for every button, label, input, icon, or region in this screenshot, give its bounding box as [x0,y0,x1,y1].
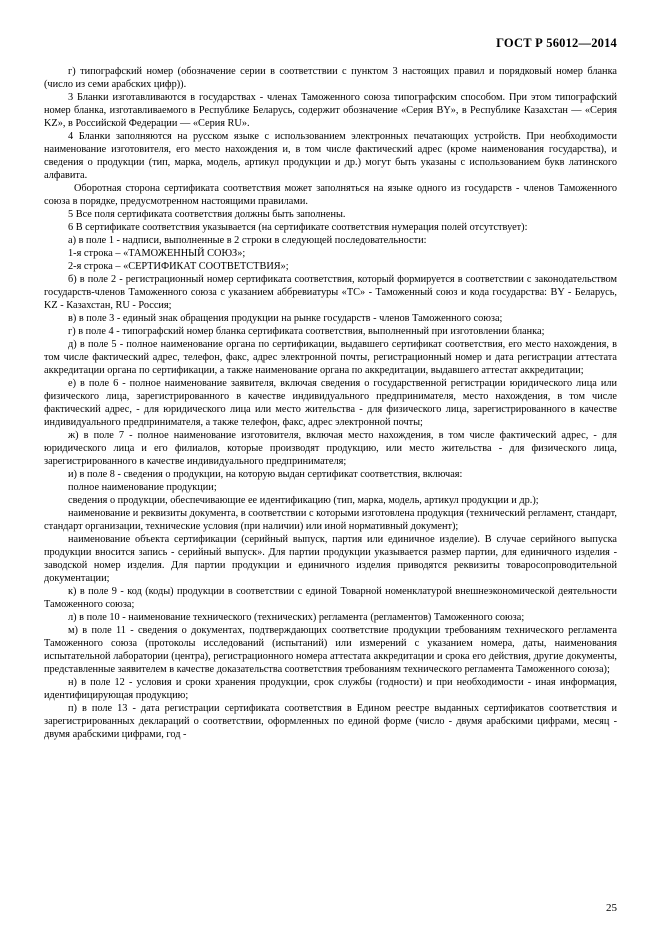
paragraph: Оборотная сторона сертификата соответствия может заполняться на языке одного из государств - членов Таможенного союза в порядке, предусмотренном настоящими правилами. [44,183,617,207]
paragraph: а) в поле 1 - надписи, выполненные в 2 строки в следующей последовательности: [68,235,427,246]
paragraph: наименование объекта сертификации (серийный выпуск, партия или единичное изделие). В случае серийного выпуска продукции вносится запись - серийный выпуск». Для партии продукции указывается размер партии, для единичного изделия - заводской номер изделия. Для партии продукции и единичного изделия приводятся реквизиты товаросопроводительной документации; [44,534,617,584]
page-number: 25 [606,902,617,914]
paragraph: к) в поле 9 - код (коды) продукции в соответствии с единой Товарной номенклатурой внешнеэкономической деятельности Таможенного союза; [44,586,617,610]
paragraph: л) в поле 10 - наименование технического (технических) регламента (регламентов) Таможенного союза; [68,612,525,623]
paragraph: наименование и реквизиты документа, в соответствии с которыми изготовлена продукция (технический регламент, стандарт, стандарт организации, технические условия (при наличии) или иной нормативный документ); [44,508,617,532]
paragraph: н) в поле 12 - условия и сроки хранения продукции, срок службы (годности) и при необходимости - иная информация, идентифицирующая продукцию; [44,677,617,701]
paragraph: м) в поле 11 - сведения о документах, подтверждающих соответствие продукции требованиям технического регламента Таможенного союза (протоколы исследований (испытаний) или измерений с указанием номера, даты, наименования испытательной лаборатории (центра), регистрационного номера аттестата аккредитации и срока его действия, другие документы, представленные заявителем в качестве доказательства соответствия требованиям технического регламента Таможенного союза); [44,625,617,675]
paragraph: д) в поле 5 - полное наименование органа по сертификации, выдавшего сертификат соответствия, его место нахождения, в том числе фактический адрес, телефон, факс, адрес электронной почты, регистрационный номер и дата регистрации аттестата аккредитации органа по сертификации, а также наименование органа по аккредитации, выдавшего аттестат аккредитации; [44,339,617,376]
paragraph: 4 Бланки заполняются на русском языке с использованием электронных печатающих устройств. При необходимости наименование изготовителя, его место нахождения и, в том числе фактический адрес (кроме наименования государства), и сведения о продукции (тип, марка, модель, артикул продукции и др.) могут быть указаны с использованием букв латинского алфавита. [44,131,617,181]
paragraph: полное наименование продукции; [68,482,217,493]
paragraph: б) в поле 2 - регистрационный номер сертификата соответствия, который формируется в соответствии с законодательством государств-членов Таможенного союза с указанием аббревиатуры «ТС» - Таможенный союз и кода государства: BY - Беларусь, KZ - Казахстан, RU - Россия; [44,274,617,311]
paragraph: е) в поле 6 - полное наименование заявителя, включая сведения о государственной регистрации юридического лица или физического лица, зарегистрированного в качестве индивидуального предпринимателя, место нахождения, в том числе фактический адрес, - для юридического лица или место жительства - для физического лица, зарегистрированного в качестве индивидуального предпринимателя, а также телефон, факс, адрес электронной почты; [44,378,617,428]
paragraph: 2-я строка – «СЕРТИФИКАТ СООТВЕТСТВИЯ»; [68,261,289,272]
paragraph: 6 В сертификате соответствия указывается (на сертификате соответствия нумерация полей отсутствует): [68,222,528,233]
document-body [44,65,617,741]
document-header: ГОСТ Р 56012—2014 [496,36,617,50]
paragraph: г) в поле 4 - типографский номер бланка сертификата соответствия, выполненный при изготовлении бланка; [68,326,545,337]
paragraph: 3 Бланки изготавливаются в государствах - членах Таможенного союза типографским способом. При этом типографский номер бланка, изготавливаемого в Республике Беларусь, содержит обозначение «Серия BY», в Республике Казахстан — «Серия KZ», в Российской Федерации — «Серия RU». [44,92,617,129]
paragraph: ж) в поле 7 - полное наименование изготовителя, включая место нахождения, в том числе фактический адрес, - для юридического лица и его филиалов, которые производят продукцию, или место жительства - для физического лица, зарегистрированного в качестве индивидуального предпринимателя; [44,430,617,467]
paragraph: 5 Все поля сертификата соответствия должны быть заполнены. [68,209,346,220]
paragraph: г) типографский номер (обозначение серии в соответствии с пунктом 3 настоящих правил и порядковый номер бланка (число из семи арабских цифр)). [44,66,617,90]
paragraph: в) в поле 3 - единый знак обращения продукции на рынке государств - членов Таможенного союза; [68,313,503,324]
paragraph: п) в поле 13 - дата регистрации сертификата соответствия в Едином реестре выданных сертификатов соответствия и зарегистрированных деклараций о соответствии, оформленных по единой форме (число - двумя арабскими цифрами, месяц - двумя арабскими цифрами, год - [44,703,617,740]
paragraph: сведения о продукции, обеспечивающие ее идентификацию (тип, марка, модель, артикул продукции и др.); [68,495,539,506]
paragraph: 1-я строка – «ТАМОЖЕННЫЙ СОЮЗ»; [68,248,246,259]
paragraph: и) в поле 8 - сведения о продукции, на которую выдан сертификат соответствия, включая: [68,469,463,480]
